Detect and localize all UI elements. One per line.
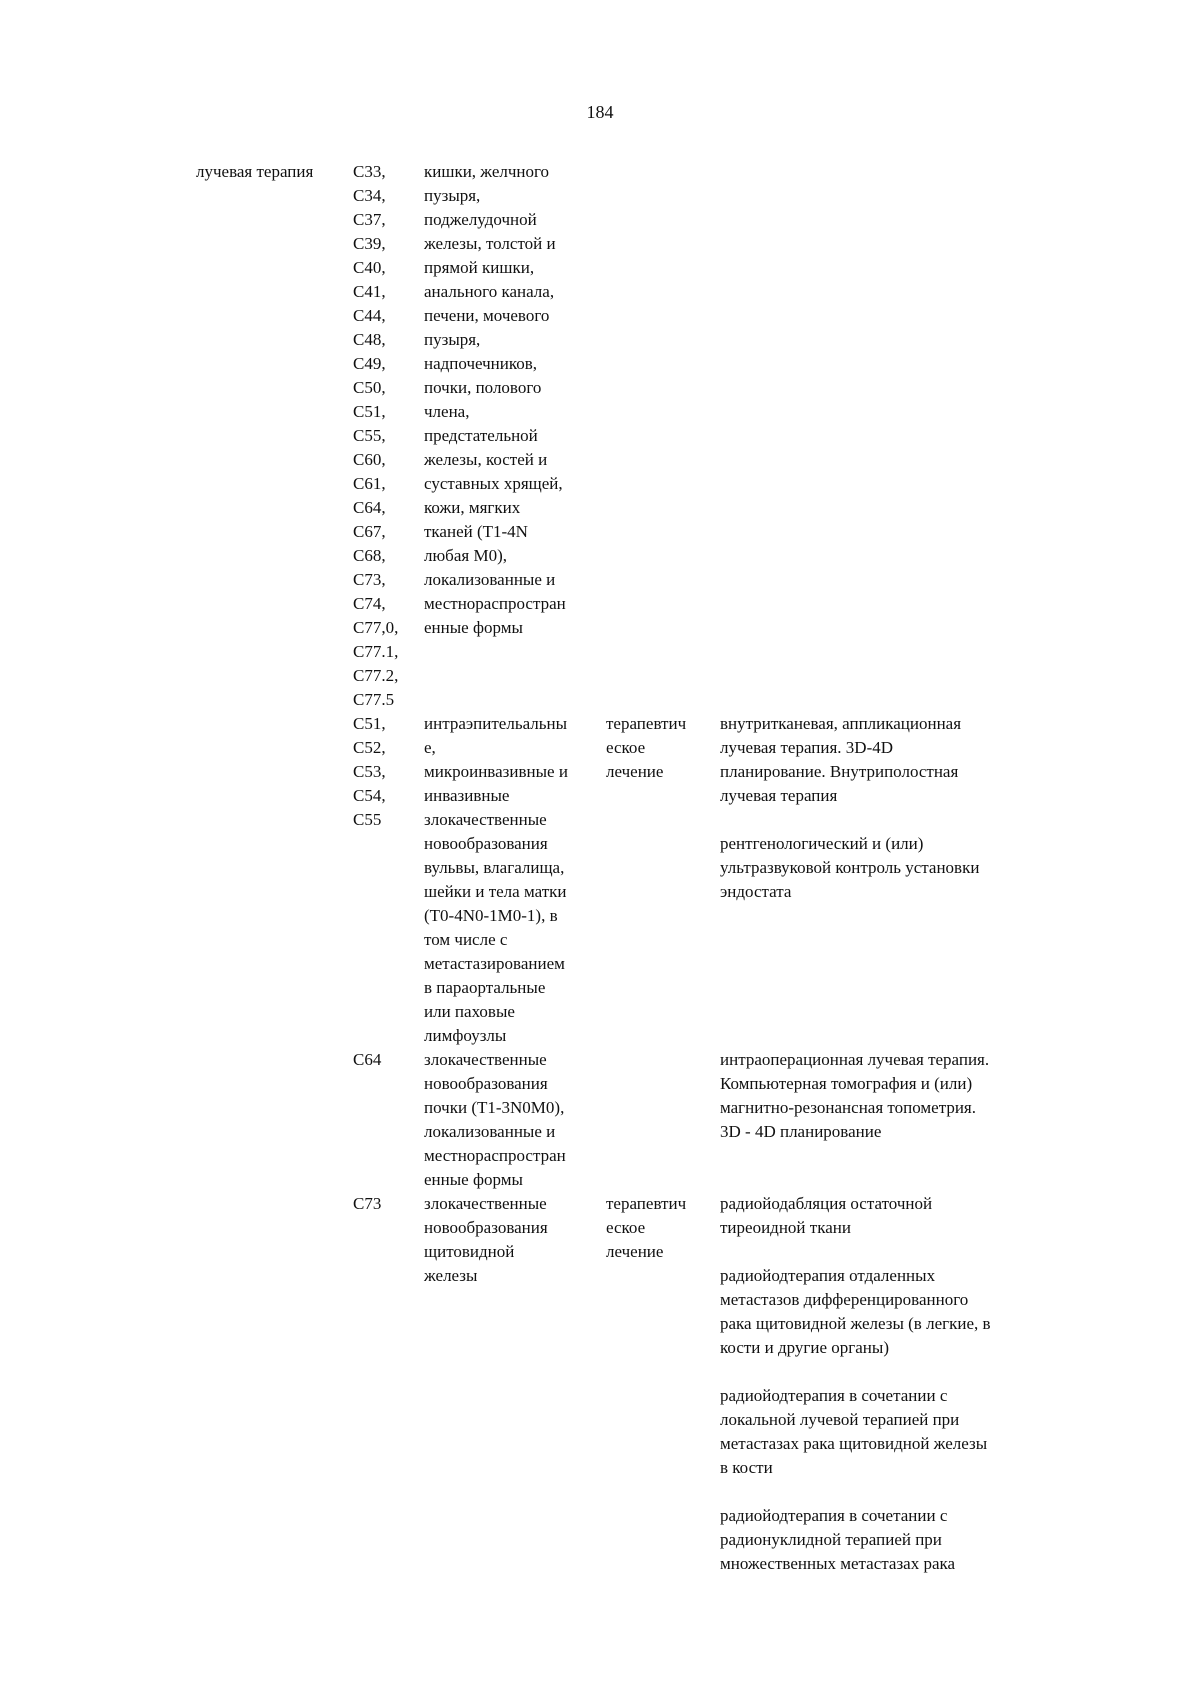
row2-methods	[720, 1048, 1050, 1144]
description-line: кожи, мягких	[424, 498, 521, 517]
method-line: магнитно-резонансная топометрия.	[720, 1098, 976, 1117]
treatment-line: терапевтич	[606, 714, 687, 733]
description-line: в параортальные	[424, 978, 546, 997]
description-line: злокачественные	[424, 1050, 547, 1069]
description-line: надпочечников,	[424, 354, 538, 373]
description-line: поджелудочной	[424, 210, 537, 229]
description-line: е,	[424, 738, 436, 757]
method-line: метастазов дифференцированного	[720, 1290, 969, 1309]
row2-codes	[353, 1048, 425, 1072]
description-line: местнораспростран	[424, 1146, 566, 1165]
row1-methods	[720, 712, 1050, 904]
method-line: планирование. Внутриполостная	[720, 762, 959, 781]
method-line: радиойодабляция остаточной	[720, 1194, 933, 1213]
description-line: шейки и тела матки	[424, 882, 567, 901]
method-line: тиреоидной ткани	[720, 1218, 851, 1237]
description-line: локализованные и	[424, 570, 556, 589]
description-line: вульвы, влагалища,	[424, 858, 565, 877]
code: C54,	[353, 786, 386, 805]
method-line: внутритканевая, аппликационная	[720, 714, 962, 733]
row3-description	[424, 1192, 609, 1288]
code: C52,	[353, 738, 386, 757]
method-line: 3D - 4D планирование	[720, 1122, 882, 1141]
description-line: злокачественные	[424, 810, 547, 829]
code: C51,	[353, 402, 386, 421]
treatment-line: лечение	[606, 1242, 664, 1261]
description-line: или паховые	[424, 1002, 515, 1021]
code: C55	[353, 810, 382, 829]
method-line: ультразвуковой контроль установки	[720, 858, 980, 877]
page-number: 184	[586, 102, 614, 122]
description-line: злокачественные	[424, 1194, 547, 1213]
method-line: множественных метастазах рака	[720, 1554, 956, 1573]
method-line: рентгенологический и (или)	[720, 834, 924, 853]
description-line: суставных хрящей,	[424, 474, 563, 493]
method-line: метастазах рака щитовидной железы	[720, 1434, 988, 1453]
description-line: локализованные и	[424, 1122, 556, 1141]
code: C60,	[353, 450, 386, 469]
method-line: интраоперационная лучевая терапия.	[720, 1050, 990, 1069]
code: C49,	[353, 354, 386, 373]
code: C41,	[353, 282, 386, 301]
description-line: микроинвазивные и	[424, 762, 568, 781]
description-line: почки (T1-3N0M0),	[424, 1098, 565, 1117]
code: C73	[353, 1194, 382, 1213]
code: C68,	[353, 546, 386, 565]
treatment-kind	[196, 160, 346, 184]
method-line: в кости	[720, 1458, 773, 1477]
description-line: тканей (T1-4N	[424, 522, 528, 541]
row3-methods	[720, 1192, 1050, 1576]
description-line: железы, костей и	[424, 450, 548, 469]
code: C55,	[353, 426, 386, 445]
code: C50,	[353, 378, 386, 397]
paragraph-gap	[720, 1360, 1050, 1384]
block1-codes	[353, 160, 425, 712]
row2-description	[424, 1048, 609, 1192]
paragraph-gap	[720, 1240, 1050, 1264]
method-line: эндостата	[720, 882, 792, 901]
description-line: прямой кишки,	[424, 258, 535, 277]
row1-treatment	[606, 712, 716, 784]
description-line: железы, толстой и	[424, 234, 556, 253]
description-line: любая M0),	[424, 546, 507, 565]
method-line: Компьютерная томография и (или)	[720, 1074, 973, 1093]
code: C77,0,	[353, 618, 399, 637]
code: C39,	[353, 234, 386, 253]
treatment-kind-text: лучевая терапия	[196, 162, 314, 181]
description-line: (T0-4N0-1M0-1), в	[424, 906, 558, 925]
code: C61,	[353, 474, 386, 493]
row3-treatment	[606, 1192, 716, 1264]
code: C44,	[353, 306, 386, 325]
description-line: анального канала,	[424, 282, 555, 301]
description-line: пузыря,	[424, 330, 481, 349]
description-line: лимфоузлы	[424, 1026, 507, 1045]
method-line: рака щитовидной железы (в легкие, в	[720, 1314, 991, 1333]
method-line: радионуклидной терапией при	[720, 1530, 942, 1549]
treatment-line: еское	[606, 738, 646, 757]
description-line: метастазированием	[424, 954, 565, 973]
method-line: лучевая терапия	[720, 786, 838, 805]
description-line: инвазивные	[424, 786, 510, 805]
description-line: местнораспростран	[424, 594, 566, 613]
treatment-line: еское	[606, 1218, 646, 1237]
code: C64,	[353, 498, 386, 517]
description-line: енные формы	[424, 1170, 523, 1189]
treatment-line: лечение	[606, 762, 664, 781]
method-line: локальной лучевой терапией при	[720, 1410, 960, 1429]
description-line: предстательной	[424, 426, 538, 445]
code: C74,	[353, 594, 386, 613]
code: C64	[353, 1050, 382, 1069]
method-line: радиойодтерапия в сочетании с	[720, 1506, 948, 1525]
code: C73,	[353, 570, 386, 589]
description-line: пузыря,	[424, 186, 481, 205]
block1-description	[424, 160, 609, 640]
method-line: лучевая терапия. 3D-4D	[720, 738, 894, 757]
description-line: новообразования	[424, 1218, 548, 1237]
paragraph-gap	[720, 808, 1050, 832]
code: C77.2,	[353, 666, 399, 685]
code: C33,	[353, 162, 386, 181]
description-line: почки, полового	[424, 378, 542, 397]
code: C67,	[353, 522, 386, 541]
code: C53,	[353, 762, 386, 781]
code: C37,	[353, 210, 386, 229]
row1-description	[424, 712, 609, 1048]
description-line: новообразования	[424, 834, 548, 853]
method-line: радиойодтерапия отдаленных	[720, 1266, 936, 1285]
code: C40,	[353, 258, 386, 277]
description-line: интраэпительальны	[424, 714, 568, 733]
code: C77.5	[353, 690, 395, 709]
code: C51,	[353, 714, 386, 733]
method-line: кости и другие органы)	[720, 1338, 889, 1357]
description-line: члена,	[424, 402, 470, 421]
row1-codes	[353, 712, 425, 832]
description-line: щитовидной	[424, 1242, 515, 1261]
description-line: новообразования	[424, 1074, 548, 1093]
code: C77.1,	[353, 642, 399, 661]
description-line: железы	[424, 1266, 478, 1285]
code: C34,	[353, 186, 386, 205]
description-line: том числе с	[424, 930, 508, 949]
description-line: кишки, желчного	[424, 162, 550, 181]
code: C48,	[353, 330, 386, 349]
description-line: енные формы	[424, 618, 523, 637]
row3-codes	[353, 1192, 425, 1216]
treatment-line: терапевтич	[606, 1194, 687, 1213]
paragraph-gap	[720, 1480, 1050, 1504]
method-line: радиойодтерапия в сочетании с	[720, 1386, 948, 1405]
description-line: печени, мочевого	[424, 306, 550, 325]
